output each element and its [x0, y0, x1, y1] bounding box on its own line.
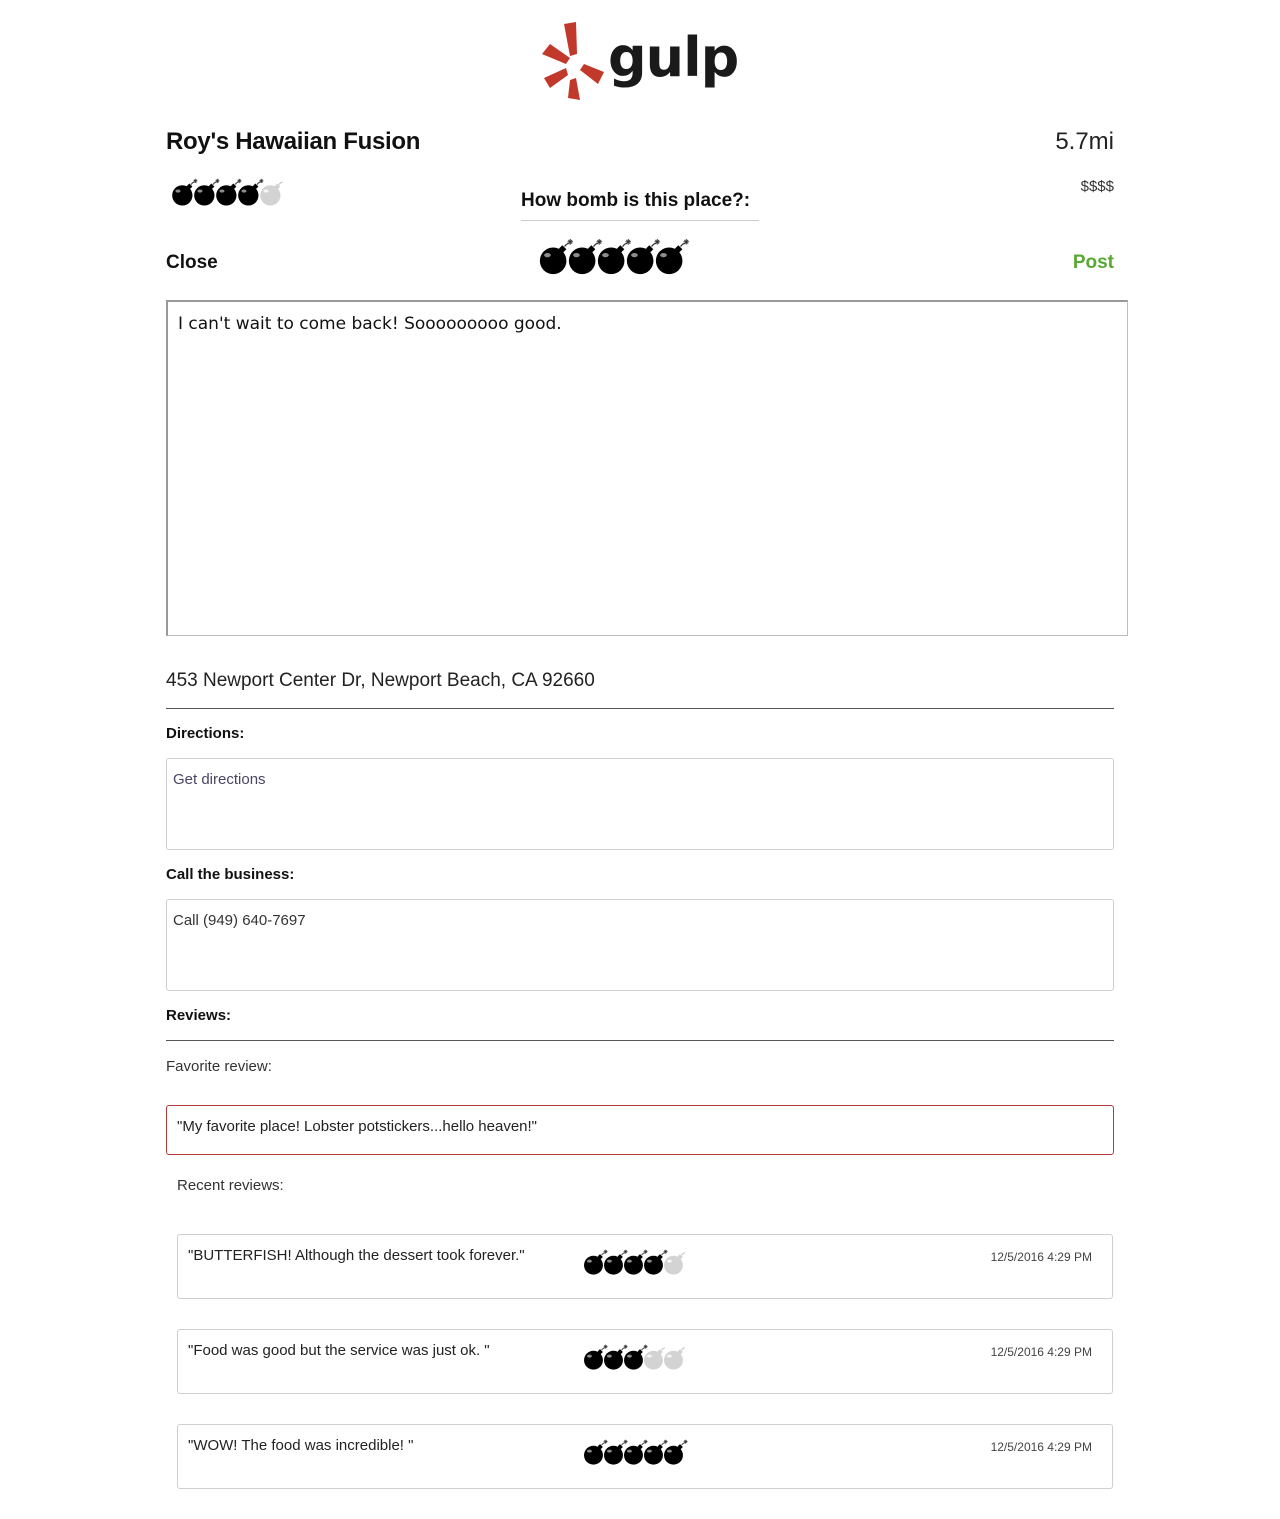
rating-selector[interactable] — [537, 238, 682, 276]
restaurant-rating — [170, 178, 280, 207]
review-text: "WOW! The food was incredible! " — [188, 1437, 414, 1454]
bomb-icon — [582, 1439, 602, 1466]
bomb-icon[interactable] — [537, 238, 566, 276]
restaurant-distance: 5.7mi — [1055, 128, 1114, 155]
divider — [166, 708, 1114, 709]
bomb-icon — [602, 1439, 622, 1466]
bomb-icon — [622, 1439, 642, 1466]
bomb-icon — [582, 1249, 602, 1276]
recent-reviews-label: Recent reviews: — [177, 1177, 284, 1194]
bomb-icon — [642, 1249, 662, 1276]
restaurant-name: Roy's Hawaiian Fusion — [166, 128, 421, 155]
post-button[interactable]: Post — [1072, 252, 1114, 273]
bomb-empty-icon — [642, 1344, 662, 1371]
bomb-icon — [192, 178, 214, 207]
call-label: Call the business: — [166, 866, 295, 883]
bomb-icon[interactable] — [595, 238, 624, 276]
review-card — [177, 1424, 1113, 1489]
get-directions-link[interactable]: Get directions — [173, 771, 266, 788]
bomb-icon[interactable] — [653, 238, 682, 276]
bomb-icon[interactable] — [566, 238, 595, 276]
call-box — [166, 899, 1114, 991]
restaurant-address: 453 Newport Center Dr, Newport Beach, CA 92660 — [166, 670, 595, 691]
review-card — [177, 1329, 1113, 1394]
bomb-icon — [170, 178, 192, 207]
bomb-icon — [602, 1344, 622, 1371]
review-text: "Food was good but the service was just ok. " — [188, 1342, 490, 1359]
bomb-empty-icon — [258, 178, 280, 207]
gulp-wordmark: gulp — [608, 26, 739, 89]
bomb-icon — [214, 178, 236, 207]
bomb-empty-icon — [662, 1249, 682, 1276]
review-date: 12/5/2016 4:29 PM — [990, 1345, 1092, 1359]
review-text: "BUTTERFISH! Although the dessert took forever." — [188, 1247, 525, 1264]
restaurant-price: $$$$ — [1080, 178, 1114, 195]
gulp-logo — [540, 20, 740, 102]
favorite-review: "My favorite place! Lobster potstickers...hello heaven!" — [166, 1105, 1114, 1155]
favorite-review-label: Favorite review: — [166, 1058, 272, 1075]
bomb-icon — [662, 1439, 682, 1466]
directions-label: Directions: — [166, 725, 245, 742]
call-business-link[interactable]: Call (949) 640-7697 — [173, 912, 306, 929]
bomb-icon[interactable] — [624, 238, 653, 276]
rating-prompt: How bomb is this place?: — [521, 190, 759, 221]
review-rating — [582, 1249, 682, 1276]
bomb-empty-icon — [662, 1344, 682, 1371]
review-rating — [582, 1439, 682, 1466]
bomb-icon — [236, 178, 258, 207]
directions-box — [166, 758, 1114, 850]
reviews-label: Reviews: — [166, 1007, 232, 1024]
bomb-icon — [582, 1344, 602, 1371]
review-date: 12/5/2016 4:29 PM — [990, 1250, 1092, 1264]
review-textarea[interactable] — [166, 300, 1128, 636]
bomb-icon — [622, 1249, 642, 1276]
gulp-burst-icon — [540, 20, 610, 102]
bomb-icon — [642, 1439, 662, 1466]
divider — [166, 1040, 1114, 1041]
bomb-icon — [602, 1249, 622, 1276]
review-rating — [582, 1344, 682, 1371]
review-date: 12/5/2016 4:29 PM — [990, 1440, 1092, 1454]
review-card — [177, 1234, 1113, 1299]
bomb-icon — [622, 1344, 642, 1371]
close-button[interactable]: Close — [166, 252, 218, 273]
